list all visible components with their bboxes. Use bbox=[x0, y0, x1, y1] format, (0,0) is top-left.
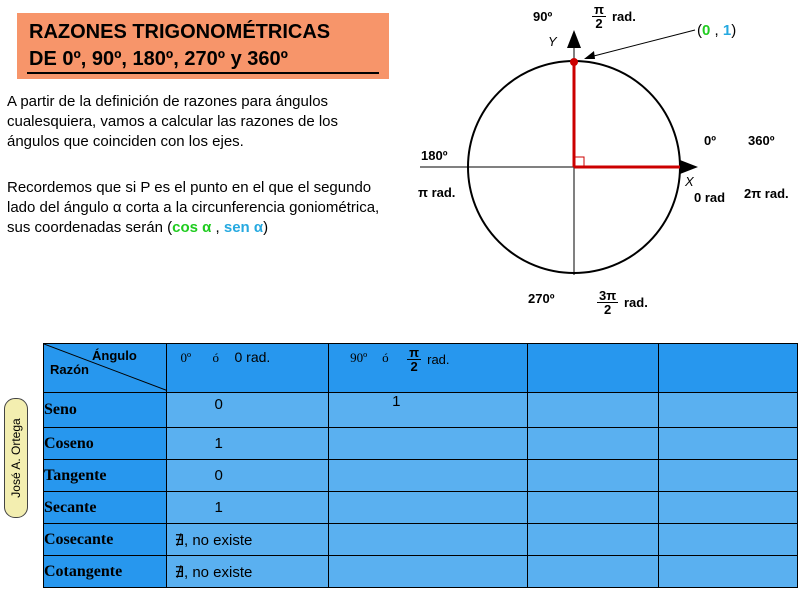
author-badge bbox=[4, 398, 28, 518]
table-row bbox=[44, 393, 798, 428]
header-col-empty-2 bbox=[659, 344, 798, 393]
table-row bbox=[44, 524, 798, 556]
label-pi-rad: π rad. bbox=[418, 185, 456, 200]
point-coordinates bbox=[697, 22, 736, 39]
label-270-deg: 270º bbox=[528, 291, 555, 306]
author-name: José A. Ortega bbox=[9, 418, 23, 498]
header-col-empty-1 bbox=[528, 344, 659, 393]
cell-empty bbox=[659, 460, 798, 492]
frac-num: 3π bbox=[599, 288, 617, 303]
header-0-o: ó bbox=[212, 350, 219, 365]
header-0-rad: 0 rad. bbox=[234, 349, 271, 365]
pointer-line bbox=[586, 30, 695, 58]
row-name: Cosecante bbox=[44, 524, 167, 556]
table-row bbox=[44, 428, 798, 460]
coords-open: ( bbox=[167, 219, 173, 236]
label-360-deg: 360º bbox=[748, 133, 775, 148]
frac-den: 2 bbox=[410, 359, 418, 374]
cell-value bbox=[329, 460, 528, 492]
frac-num: π bbox=[594, 2, 604, 17]
coord-x: 0 bbox=[702, 22, 711, 39]
row-name: Cotangente bbox=[44, 556, 167, 588]
cell-value: ∄, no existe bbox=[166, 556, 329, 588]
header-90-deg: 90º bbox=[350, 350, 368, 365]
cell-empty bbox=[659, 524, 798, 556]
header-razon: Razón bbox=[50, 362, 89, 377]
sen-alpha: sen α bbox=[223, 219, 264, 236]
header-col-90 bbox=[329, 344, 528, 393]
cell-empty bbox=[528, 492, 659, 524]
label-3pi-over-2 bbox=[597, 289, 618, 316]
frac-num: π bbox=[409, 345, 420, 360]
coords-close: ) bbox=[263, 219, 269, 236]
header-col-0 bbox=[166, 344, 329, 393]
cell-empty bbox=[528, 393, 659, 428]
pointer-arrowhead bbox=[584, 51, 595, 59]
cell-empty bbox=[659, 492, 798, 524]
header-90-rad: rad. bbox=[427, 352, 450, 367]
label-rad-top: rad. bbox=[612, 9, 636, 24]
cell-value bbox=[329, 428, 528, 460]
coords-comma: , bbox=[211, 219, 224, 236]
ratios-table bbox=[43, 343, 798, 588]
cell-empty bbox=[528, 524, 659, 556]
cos-alpha: cos α bbox=[172, 219, 212, 236]
header-angulo: Ángulo bbox=[92, 348, 137, 363]
cell-empty bbox=[659, 428, 798, 460]
cell-value bbox=[329, 556, 528, 588]
header-pi-over-2 bbox=[407, 346, 421, 373]
row-name: Tangente bbox=[44, 460, 167, 492]
label-2pi-rad: 2π rad. bbox=[744, 186, 789, 201]
definition-text: Recordemos que si P es el punto en el que el segundo lado del ángulo α corta a la circunferencia goniométrica, sus coordenadas serán bbox=[7, 179, 380, 236]
header-angle-ratio-cell bbox=[44, 344, 167, 393]
coord-sep: , bbox=[710, 22, 723, 39]
header-90-o: ó bbox=[382, 350, 389, 365]
table-row bbox=[44, 492, 798, 524]
cell-value: 1 bbox=[329, 393, 528, 428]
cell-empty bbox=[659, 556, 798, 588]
cell-value: 1 bbox=[166, 492, 329, 524]
point-p bbox=[570, 58, 578, 66]
label-rad-bottom: rad. bbox=[624, 295, 648, 310]
x-axis-arrow bbox=[680, 160, 698, 174]
cell-value: 0 bbox=[166, 460, 329, 492]
title-line-2: DE 0º, 90º, 180º, 270º y 360º bbox=[29, 48, 288, 70]
cell-value bbox=[329, 524, 528, 556]
y-axis-arrow bbox=[567, 30, 581, 48]
row-name: Seno bbox=[44, 393, 167, 428]
header-0-deg: 0º bbox=[180, 350, 192, 365]
label-0-deg: 0º bbox=[704, 133, 716, 148]
table-row bbox=[44, 556, 798, 588]
coord-open: ( bbox=[697, 22, 702, 39]
intro-paragraph: A partir de la definición de razones para ángulos cualesquiera, vamos a calcular las razones de los ángulos que coinciden con los ejes. bbox=[7, 93, 339, 150]
cell-empty bbox=[659, 393, 798, 428]
title-line-1: RAZONES TRIGONOMÉTRICAS bbox=[29, 21, 331, 43]
table-row bbox=[44, 460, 798, 492]
cell-empty bbox=[528, 460, 659, 492]
cell-empty bbox=[528, 428, 659, 460]
table-header-row bbox=[44, 344, 798, 393]
cell-value bbox=[329, 492, 528, 524]
label-90-deg: 90º bbox=[533, 9, 553, 24]
label-0-rad: 0 rad bbox=[694, 190, 726, 205]
frac-den: 2 bbox=[595, 16, 603, 31]
label-pi-over-2 bbox=[592, 3, 606, 30]
label-x-axis: X bbox=[685, 174, 694, 189]
cell-empty bbox=[528, 556, 659, 588]
cell-value: 1 bbox=[166, 428, 329, 460]
coord-y: 1 bbox=[722, 22, 732, 39]
label-180-deg: 180º bbox=[421, 148, 448, 163]
row-name: Coseno bbox=[44, 428, 167, 460]
coord-close: ) bbox=[731, 22, 737, 39]
frac-den: 2 bbox=[603, 302, 612, 317]
cell-value: ∄, no existe bbox=[166, 524, 329, 556]
label-y-axis: Y bbox=[548, 34, 557, 49]
cell-value: 0 bbox=[166, 393, 329, 428]
row-name: Secante bbox=[44, 492, 167, 524]
